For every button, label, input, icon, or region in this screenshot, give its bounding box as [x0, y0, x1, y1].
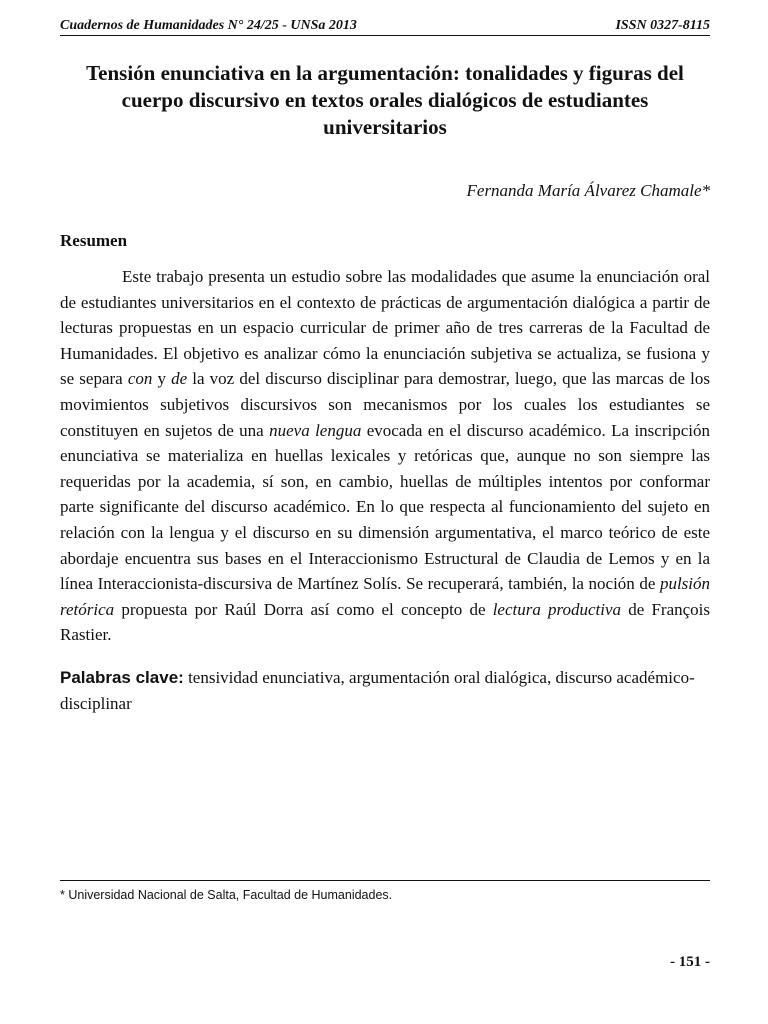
abstract-emphasis: pulsión retórica [60, 574, 710, 619]
issn: ISSN 0327-8115 [615, 18, 710, 33]
abstract-emphasis: lectura productiva [492, 599, 622, 619]
abstract-emphasis: con [127, 369, 153, 389]
article-title: Tensión enunciativa en la argumentación: tonalidades y figuras del cuerpo discursivo en textos orales dialógicos de estudiantes universitarios [86, 61, 684, 139]
abstract-text: la voz del discurso disciplinar para demostrar, luego, que las marcas de los movimientos subjetivos discursivos son mecanismos por los cuales los estudiantes se constituyen en sujetos de una [60, 369, 711, 440]
abstract-text: y [152, 369, 172, 389]
abstract-emphasis: nueva lengua [269, 420, 362, 440]
paper-page [60, 18, 710, 1008]
footnote-divider [60, 880, 710, 881]
keywords-text: tensividad enunciativa, argumentación oral dialógica, discurso académico-disciplinar [60, 667, 695, 713]
keywords [60, 665, 710, 716]
abstract-text: Este trabajo presenta un estudio sobre las modalidades que asume la enunciación oral de estudiantes universitarios en el contexto de prácticas de argumentación dialógica a partir de lecturas propuestas en un espacio curricular de primer año de tres carreras de la Facultad de Humanidades. El objetivo es analizar cómo la enunciación subjetiva se actualiza, se fusiona y se separa [60, 267, 710, 389]
page-number: - 151 - [670, 954, 710, 970]
abstract-emphasis: de [171, 369, 188, 389]
abstract-text: propuesta por Raúl Dorra así como el concepto de [114, 599, 493, 619]
journal-name: Cuadernos de Humanidades N° 24/25 - UNSa 2013 [60, 18, 357, 33]
footnote: * Universidad Nacional de Salta, Facultad de Humanidades. [60, 888, 393, 902]
keywords-label: Palabras clave: [60, 667, 184, 687]
abstract-heading: Resumen [60, 231, 128, 250]
article-author: Fernanda María Álvarez Chamale* [466, 181, 710, 200]
abstract-text: evocada en el discurso académico. La inscripción enunciativa se materializa en huellas lexicales y retóricas que, aunque no son siempre las requeridas por la academia, sí son, en cambio, huellas de múltiples intentos por conformar parte significante del discurso académico. En lo que respecta al funcionamiento del sujeto en relación con la lengua y el discurso en su dimensión argumentativa, el marco teórico de este abordaje encuentra sus bases en el Interaccionismo Estructural de Claudia de Lemos y en la línea Interaccionista-discursiva de Martínez Solís. Se recuperará, también, la noción de [60, 420, 710, 594]
abstract-body [60, 264, 710, 648]
running-header [60, 18, 710, 36]
abstract-text: de François Rastier. [60, 599, 710, 645]
